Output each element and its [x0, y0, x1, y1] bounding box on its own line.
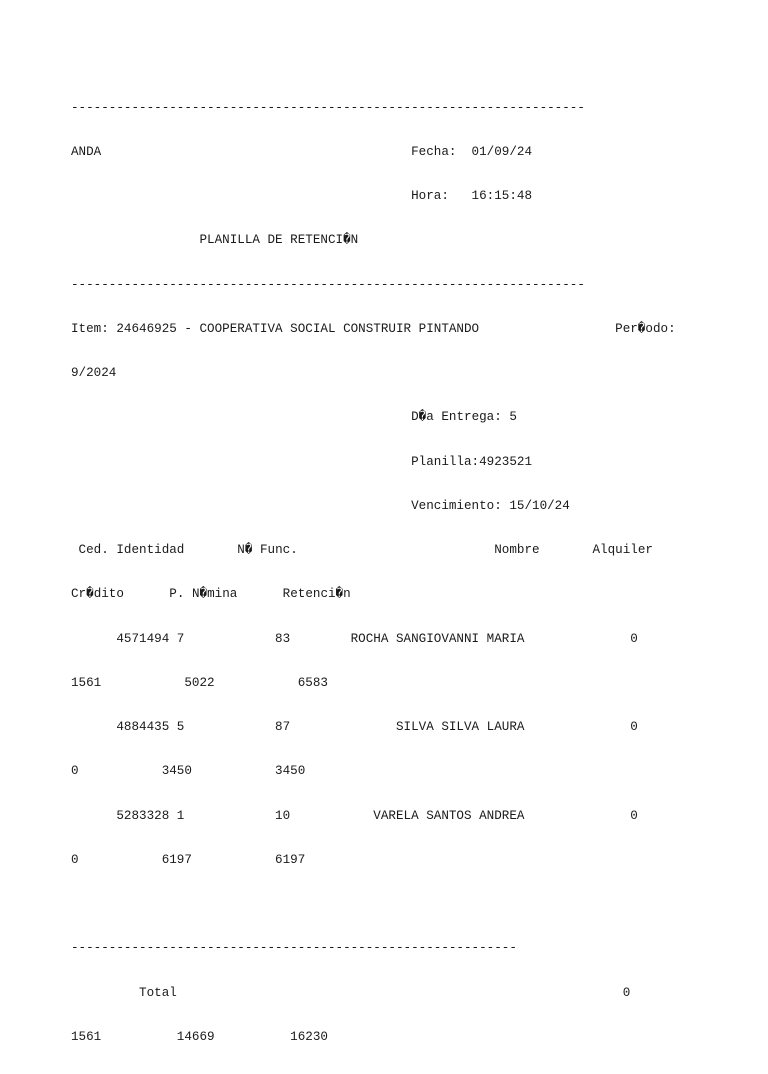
table-row-continuation: 0 3450 3450 [71, 764, 306, 779]
table-row: 5283328 1 10 VARELA SANTOS ANDREA 0 [71, 808, 638, 823]
separator-line: ----------------------------------------------------------- [71, 941, 517, 956]
retention-report [71, 71, 676, 1074]
table-row: 4884435 5 87 SILVA SILVA LAURA 0 [71, 720, 638, 734]
due-date-line: Vencimiento: 15/10/24 [71, 498, 570, 513]
header-org-date-line: ANDA Fecha: 01/09/24 [71, 144, 533, 159]
period-value-line: 9/2024 [71, 366, 117, 380]
report-title: PLANILLA DE RETENCI�N [71, 233, 359, 248]
planilla-number-line: Planilla:4923521 [71, 454, 533, 469]
delivery-day-line: D�a Entrega: 5 [71, 410, 517, 425]
column-headers-line-2: Cr�dito P. N�mina Retenci�n [71, 587, 351, 602]
header-time-line: Hora: 16:15:48 [71, 189, 533, 203]
item-line: Item: 24646925 - COOPERATIVA SOCIAL CONSTRUIR PINTANDO Per�odo: [71, 321, 676, 336]
separator-line: -------------------------------------------------------------------- [71, 277, 585, 292]
blank-line [71, 897, 676, 912]
total-values-line: 1561 14669 16230 [71, 1029, 328, 1044]
table-row-continuation: 0 6197 6197 [71, 852, 306, 867]
separator-line: -------------------------------------------------------------------- [71, 100, 585, 115]
table-row-continuation: 1561 5022 6583 [71, 675, 328, 690]
table-row: 4571494 7 83 ROCHA SANGIOVANNI MARIA 0 [71, 631, 638, 646]
column-headers-line-1: Ced. Identidad N� Func. Nombre Alquiler [71, 543, 653, 557]
total-line: Total 0 [71, 985, 631, 1000]
